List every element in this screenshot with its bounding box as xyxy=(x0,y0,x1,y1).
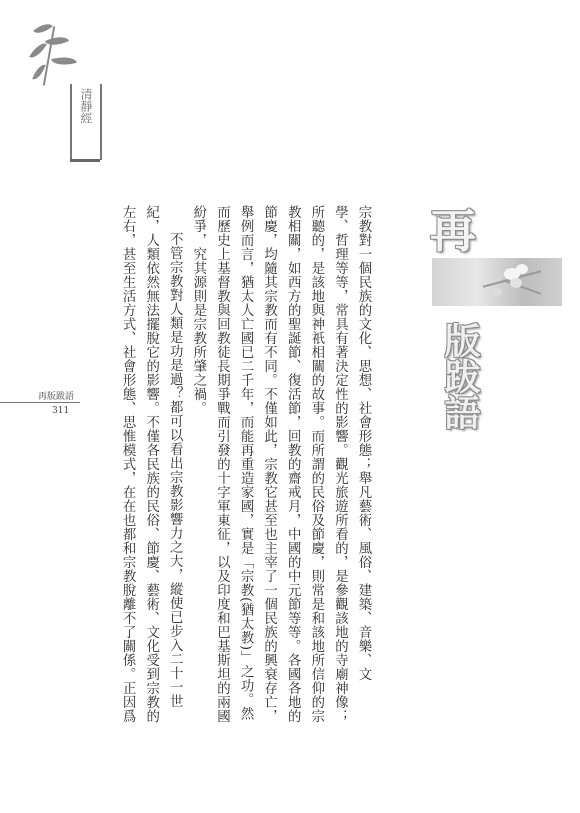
text-column: 舉例而言，猶太人亡國已二千年，而能再重造家國，實是「宗教(猶太教)」之功。然 xyxy=(238,205,254,721)
body-text xyxy=(115,205,375,765)
running-header-title: 再版跋語 xyxy=(38,392,75,402)
text-column: 學、哲理等等，常具有著決定性的影響。觀光旅遊所看的，是參觀該地的寺廟神像； xyxy=(332,205,348,723)
text-column: 紀，人類依然無法擺脫它的影響。不僅各民族的民俗、節慶、藝術、文化受到宗教的 xyxy=(143,205,159,723)
text-column: 而歷史上基督教與回教徒長期爭戰而引發的十字軍東征，以及印度和巴基斯坦的兩國 xyxy=(214,205,230,723)
running-header-rule xyxy=(0,402,80,403)
text-column: 宗教對一個民族的文化、思想、社會形態；舉凡藝術、風俗、建築、音樂、文 xyxy=(356,205,371,681)
logo-text: 清靜經 xyxy=(79,88,93,124)
chapter-title-rest: 版跋語 xyxy=(439,322,480,430)
leaf-icon xyxy=(51,53,77,69)
page-number: 311 xyxy=(52,406,70,416)
text-column: 節慶，均隨其宗教而有不同。不僅如此，宗教它甚至也主宰了一個民族的興衰存亡， xyxy=(261,205,277,723)
text-column: 紛爭，究其源則是宗教所肇之禍。 xyxy=(190,205,206,415)
decorative-flower-photo xyxy=(432,258,562,306)
chapter-title-first-char: 再 xyxy=(430,204,476,258)
book-logo xyxy=(26,18,93,158)
logo-underline xyxy=(70,159,100,162)
text-column: 不管宗教對人類是功是過？都可以看出宗教影響力之大，縱使已步入二十一世 xyxy=(167,231,183,708)
leaf-icon xyxy=(29,40,47,62)
text-column: 教相關，如西方的聖誕節、復活節，回教的齋戒月，中國的中元節等等。各國各地的 xyxy=(285,205,301,723)
leaf-icon xyxy=(33,19,53,37)
text-column: 左右，甚至生活方式、社會形態、思惟模式，在在也都和宗教脫離不了關係。正因爲 xyxy=(120,205,136,723)
text-column: 所聽的，是該地與神祇相關的故事。而所謂的民俗及節慶，則常是和該地所信仰的宗 xyxy=(308,205,324,723)
